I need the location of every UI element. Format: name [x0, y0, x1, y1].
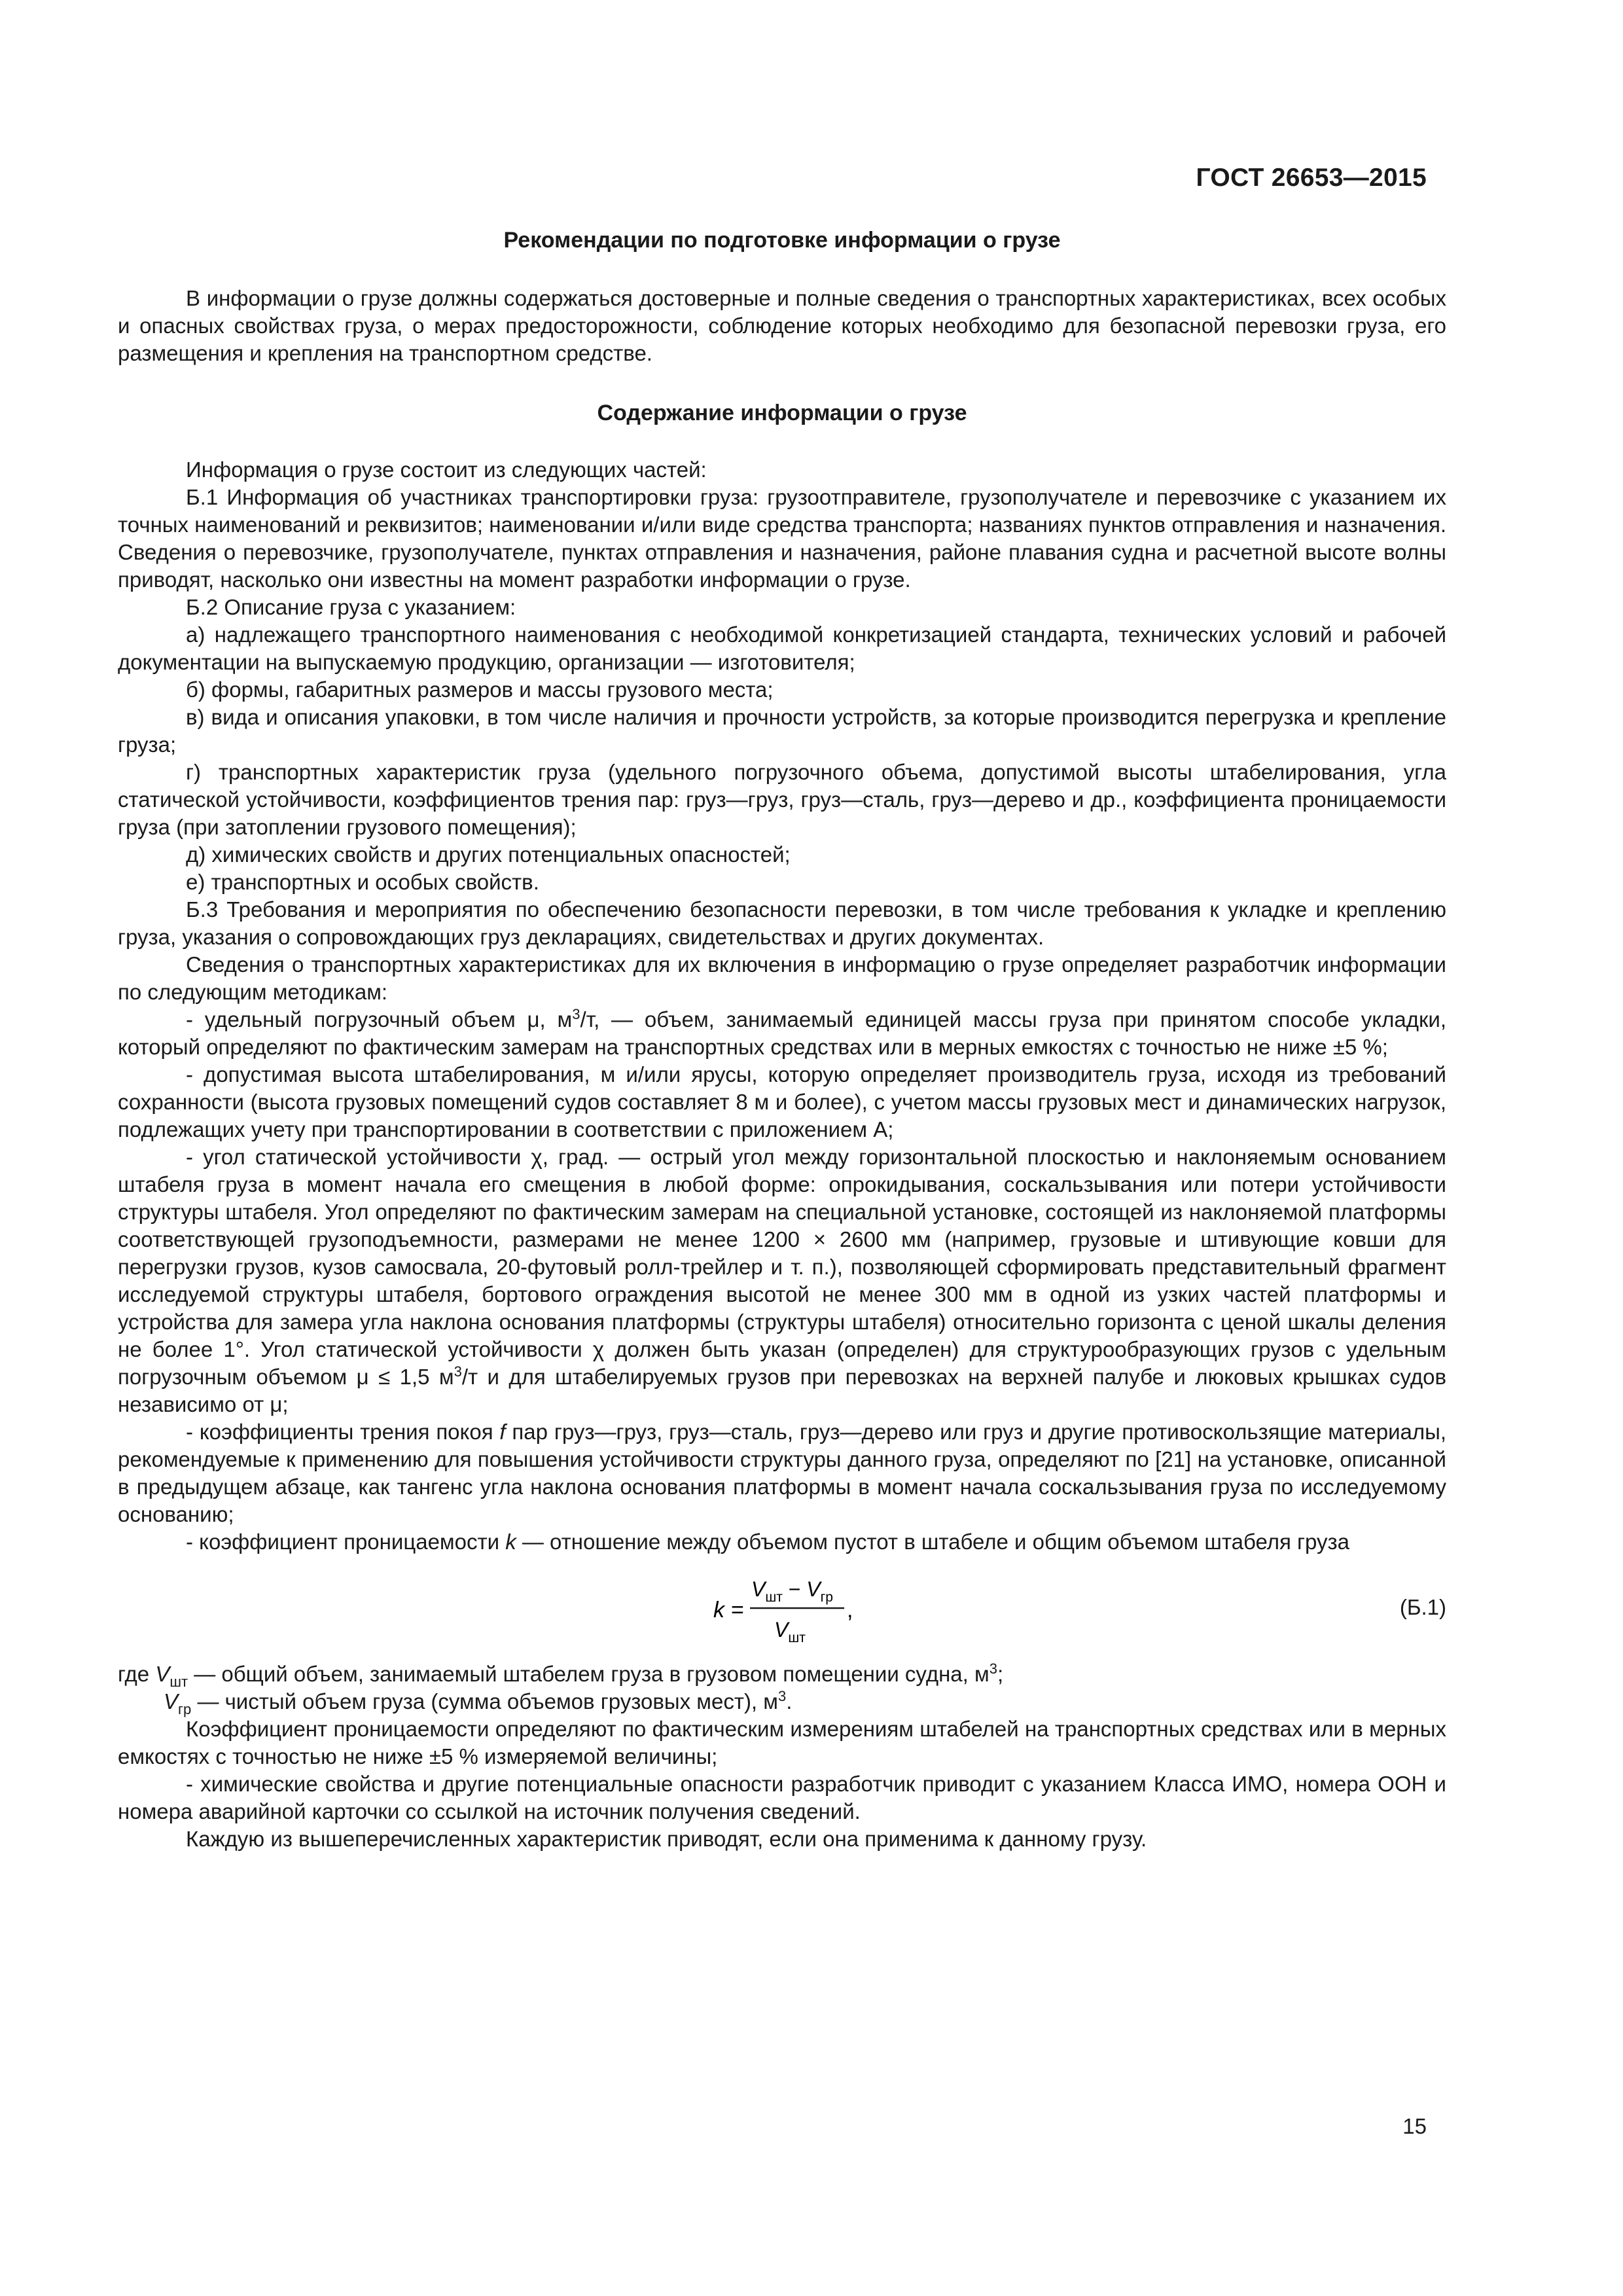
formula-legend-vgr: $V_{гр}$ — чистый объем груза (сумма объемов грузовых мест), $м^3$. [164, 1688, 793, 1717]
formula-comma: , [847, 1598, 853, 1623]
paragraph: Информация о грузе состоит из следующих частей: [186, 457, 707, 482]
page-content [118, 226, 1446, 1853]
formula-denominator: $V_{шт}$ [774, 1618, 806, 1645]
intro-paragraph: В информации о грузе должны содержаться достоверные и полные сведения о транспортных характеристиках, всех особых и опасных свойствах груза, о мерах предосторожности, соблюдение которых необходимо для безопасной перевозки груза, его размещения и крепления на транспортном средстве. [118, 286, 1446, 365]
list-item-v: в) вида и описания упаковки, в том числе наличия и прочности устройств, за которые производится перегрузка и крепление груза; [118, 705, 1446, 757]
paragraph-closing: Каждую из вышеперечисленных характеристик приводят, если она применима к данному грузу. [186, 1827, 1147, 1851]
paragraph: Сведения о транспортных характеристиках для их включения в информацию о грузе определяет разработчик информации по следующим методикам: [118, 952, 1446, 1004]
bullet-specific-volume: - удельный погрузочный объем μ, $м^3/т$, — объем, занимаемый единицей массы груза при принятом способе укладки, который определяют по фактическим замерам на транспортных средствах или в мерных емкостях с точностью не ниже ±5 %; [118, 1006, 1446, 1059]
paragraph-b3: Б.3 Требования и мероприятия по обеспечению безопасности перевозки, в том числе требования к укладке и креплению груза, указания о сопровождающих груз декларациях, свидетельствах и других документах. [118, 897, 1446, 949]
bullet-stacking-height: - допустимая высота штабелирования, м и/или ярусы, которую определяет производитель груза, исходя из требований сохранности (высота грузовых помещений судов составляет 8 м и более), с учетом массы грузовых мест и динамических нагрузок, подлежащих учету при транспортировании в соответствии с приложением А; [118, 1062, 1446, 1141]
bullet-stability-angle: - угол статической устойчивости χ, град. — острый угол между горизонтальной плоскостью и наклоняемым основанием штабеля груза в момент начала его смещения в любой форме: опрокидывания, соскальзывания или потери устойчивости структуры штабеля. Угол определяют по фактическим замерам на специальной установке, состоящей из наклоняемой платформы соответствующей грузоподъемности, размерами не менее 1200 × 2600 мм (например, грузовые и штивующие ковши для перегрузки грузов, кузов самосвала, 20-футовый ролл-трейлер и т. п.), позволяющей сформировать представительный фрагмент исследуемой структуры штабеля, бортового ограждения высотой не менее 300 мм в одной из узких частей платформы и устройства для замера угла наклона основания платформы (структуры штабеля) относительно горизонта с ценой шкалы деления не более 1°. Угол статической устойчивости χ должен быть указан (определен) для структурообразующих грузов с удельным погрузочным объемом μ ≤ 1,5 $м^3/т$ и для штабелируемых грузов при перевозках на верхней палубе и люковых крышках судов независимо от μ; [118, 1145, 1446, 1416]
list-item-d: д) химических свойств и других потенциальных опасностей; [186, 842, 791, 867]
formula-svg [713, 1565, 883, 1657]
bullet-chemical: - химические свойства и другие потенциальные опасности разработчик приводит с указанием Класса ИМО, номера ООН и номера аварийной карточки со ссылкой на источник получения сведений. [118, 1772, 1446, 1823]
svg-text:k = [713, 1598, 743, 1623]
list-item-b: б) формы, габаритных размеров и массы грузового места; [186, 677, 774, 702]
bullet-permeability: - коэффициент проницаемости k — отношение между объемом пустот в штабеле и общим объемом штабеля груза [186, 1530, 1350, 1554]
formula-numerator: $V_{шт} - V_{гр}$ [751, 1577, 833, 1605]
list-item-a: а) надлежащего транспортного наименования с необходимой конкретизацией стандарта, технических условий и рабочей документации на выпускаемую продукцию, организации — изготовителя; [118, 622, 1446, 674]
formula-legend-vsht: где $V_{шт}$ — общий объем, занимаемый штабелем груза в грузовом помещении судна, $м^3$; [118, 1660, 1004, 1690]
formula-fraction [713, 1565, 883, 1663]
section-title-recommendations: Рекомендации по подготовке информации о грузе [503, 228, 1061, 253]
paragraph-b2: Б.2 Описание груза с указанием: [186, 595, 516, 619]
standard-designation: ГОСТ 26653—2015 [1196, 164, 1427, 192]
list-item-g: г) транспортных характеристик груза (удельного погрузочного объема, допустимой высоты штабелирования, угла статической устойчивости, коэффициентов трения пар: груз—груз, груз—сталь, груз—дерево и др., коэффициента проницаемости груза (при затоплении грузового помещения); [118, 760, 1446, 839]
bullet-friction: - коэффициенты трения покоя f пар груз—груз, груз—сталь, груз—дерево или груз и другие противоскользящие материалы, рекомендуемые к применению для повышения устойчивости структуры данного груза, определяют по [21] на установке, описанной в предыдущем абзаце, как тангенс угла наклона основания платформы в момент начала соскальзывания груза по исследуемому основанию; [118, 1420, 1446, 1526]
list-item-e: е) транспортных и особых свойств. [186, 870, 539, 894]
paragraph-permeability-measure: Коэффициент проницаемости определяют по фактическим измерениям штабелей на транспортных средствах или в мерных емкостях с точностью не ниже ±5 % измеряемой величины; [118, 1717, 1446, 1768]
paragraph-b1: Б.1 Информация об участниках транспортировки груза: грузоотправителе, грузополучателе и перевозчике с указанием их точных наименований и реквизитов; наименовании и/или виде средства транспорта; названиях пунктов отправления и назначения. Сведения о перевозчике, грузополучателе, пунктах отправления и назначения, районе плавания судна и расчетной высоте волны приводят, насколько они известны на момент разработки информации о грузе. [118, 485, 1446, 592]
section-title-content: Содержание информации о грузе [597, 401, 967, 425]
page-number: 15 [1402, 2114, 1427, 2138]
formula-lhs: k = [713, 1598, 744, 1623]
formula-b1 [118, 1560, 1446, 1658]
equation-number: (Б.1) [1399, 1595, 1446, 1619]
